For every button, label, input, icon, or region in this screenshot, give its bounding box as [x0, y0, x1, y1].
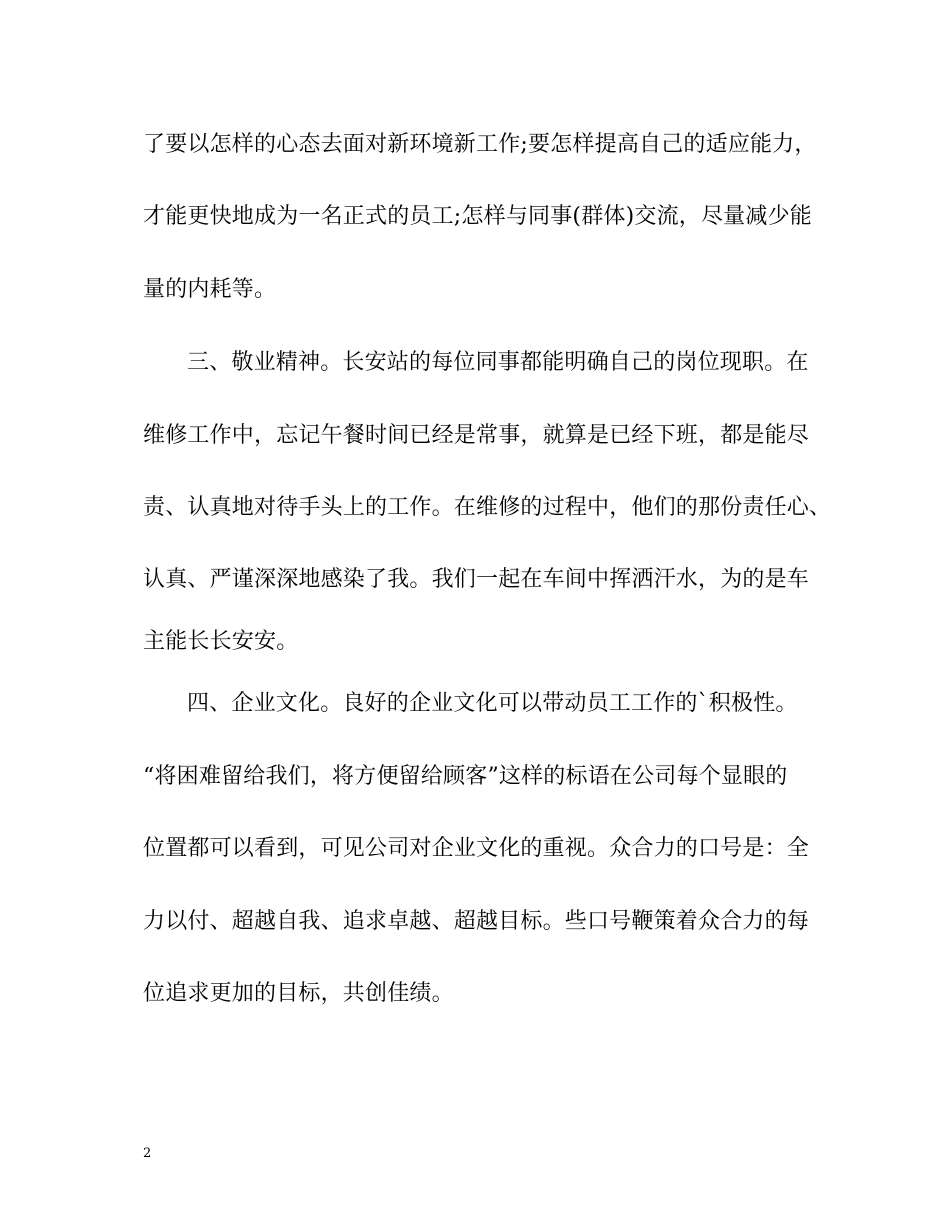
paragraph-line: “将困难留给我们，将方便留给顾客”这样的标语在公司每个显眼的	[143, 764, 788, 789]
paragraph-line: 才能更快地成为一名正式的员工;怎样与同事(群体)交流，尽量减少能	[143, 204, 812, 229]
page-number: 2	[143, 1146, 152, 1161]
paragraph-line: 了要以怎样的心态去面对新环境新工作;要怎样提高自己的适应能力，	[143, 132, 817, 157]
paragraph-line: 主能长长安安。	[143, 629, 299, 654]
paragraph-line: 位置都可以看到，可见公司对企业文化的重视。众合力的口号是：全	[143, 836, 810, 861]
paragraph-line: 位追求更加的目标，共创佳绩。	[143, 981, 454, 1006]
paragraph-line: 力以付、超越自我、追求卓越、超越目标。些口号鞭策着众合力的每	[143, 909, 810, 934]
paragraph-line: 量的内耗等。	[143, 277, 277, 302]
paragraph-line: 三、敬业精神。长安站的每位同事都能明确自己的岗位现职。在	[187, 350, 809, 375]
paragraph-line: 维修工作中，忘记午餐时间已经是常事，就算是已经下班，都是能尽	[143, 423, 810, 448]
paragraph-line: 认真、严谨深深地感染了我。我们一起在车间中挥洒汗水，为的是车	[143, 567, 810, 592]
paragraph-line: 责、认真地对待手头上的工作。在维修的过程中，他们的那份责任心、	[143, 495, 832, 520]
paragraph-line: 四、企业文化。良好的企业文化可以带动员工工作的`积极性。	[187, 691, 798, 716]
